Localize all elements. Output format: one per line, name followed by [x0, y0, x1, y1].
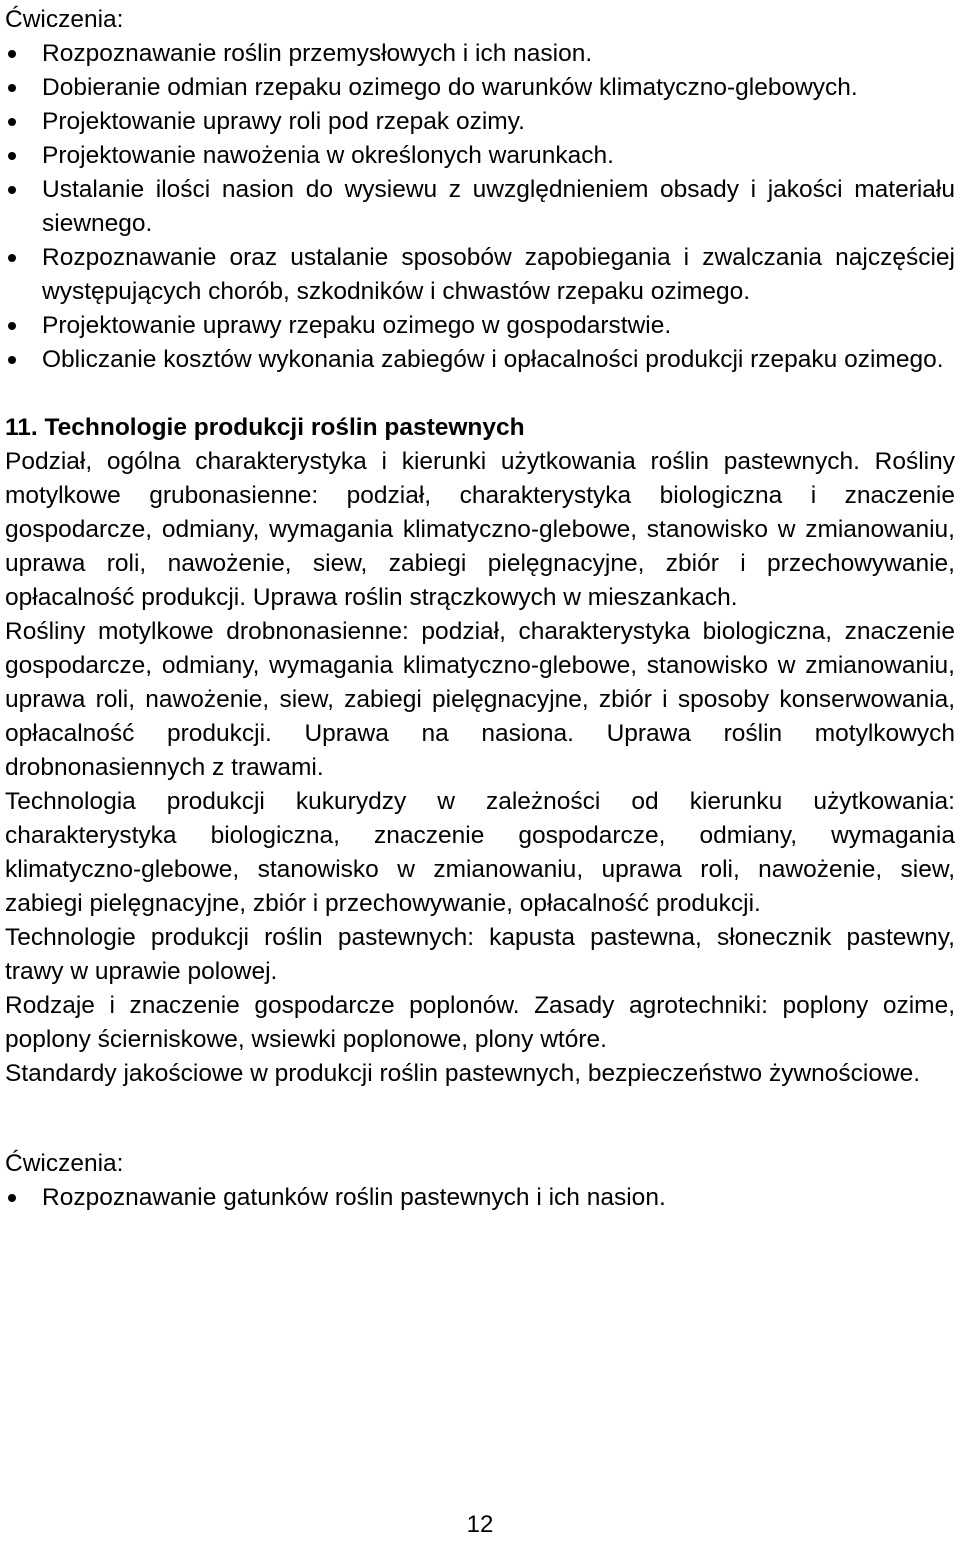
exercises-heading: Ćwiczenia:: [5, 1150, 124, 1177]
exercises-list: [5, 1181, 955, 1215]
list-item: [5, 309, 955, 343]
bullet-icon: [8, 356, 16, 364]
document-page: [5, 3, 955, 1215]
section-paragraph: Standardy jakościowe w produkcji roślin pastewnych, bezpieczeństwo żywnościowe.: [5, 1060, 921, 1087]
exercises-heading: Ćwiczenia:: [5, 6, 124, 33]
section-paragraph: Rodzaje i znaczenie gospodarcze poplonów. Zasady agrotechniki: poplony ozime, poplony ścierniskowe, wsiewki poplonowe, plony wtóre.: [5, 992, 955, 1053]
section-paragraph: Rośliny motylkowe drobnonasienne: podział, charakterystyka biologiczna, znaczenie gospodarcze, odmiany, wymagania klimatyczno-glebowe, stanowisko w zmianowaniu, uprawa roli, nawożenie, siew, zabiegi pielęgnacyjne, zbiór i sposoby konserwowania, opłacalność produkcji. Uprawa na nasiona. Uprawa roślin motylkowych drobnonasiennych z trawami.: [5, 618, 955, 781]
list-item-text: Rozpoznawanie gatunków roślin pastewnych i ich nasion.: [42, 1184, 666, 1211]
list-item: [5, 105, 955, 139]
list-item-text: Rozpoznawanie oraz ustalanie sposobów zapobiegania i zwalczania najczęściej występujących chorób, szkodników i chwastów rzepaku ozimego.: [42, 244, 955, 305]
bullet-icon: [8, 118, 16, 126]
bullet-icon: [8, 186, 16, 194]
section-paragraph: Technologie produkcji roślin pastewnych: kapusta pastewna, słonecznik pastewny, trawy w uprawie polowej.: [5, 924, 955, 985]
list-item-text: Projektowanie uprawy rzepaku ozimego w gospodarstwie.: [42, 312, 672, 339]
list-item-text: Dobieranie odmian rzepaku ozimego do warunków klimatyczno-glebowych.: [42, 74, 858, 101]
bullet-icon: [8, 1194, 16, 1202]
bullet-icon: [8, 254, 16, 262]
list-item: [5, 241, 955, 309]
list-item-text: Projektowanie uprawy roli pod rzepak ozimy.: [42, 108, 525, 135]
list-item-text: Projektowanie nawożenia w określonych warunkach.: [42, 142, 614, 169]
list-item: [5, 37, 955, 71]
list-item: [5, 173, 955, 241]
bullet-icon: [8, 152, 16, 160]
bullet-icon: [8, 50, 16, 58]
list-item: [5, 343, 955, 377]
list-item-text: Ustalanie ilości nasion do wysiewu z uwzględnieniem obsady i jakości materiału siewnego.: [42, 176, 955, 237]
section-paragraph: Technologia produkcji kukurydzy w zależności od kierunku użytkowania: charakterystyka biologiczna, znaczenie gospodarcze, odmiany, wymagania klimatyczno-glebowe, stanowisko w zmianowaniu, uprawa roli, nawożenie, siew, zabiegi pielęgnacyjne, zbiór i przechowywanie, opłacalność produkcji.: [5, 788, 955, 917]
list-item: [5, 1181, 955, 1215]
section-title: 11. Technologie produkcji roślin pastewnych: [5, 414, 525, 441]
bullet-icon: [8, 322, 16, 330]
section-paragraph: Podział, ogólna charakterystyka i kierunki użytkowania roślin pastewnych. Rośliny motylkowe grubonasienne: podział, charakterystyka biologiczna i znaczenie gospodarcze, odmiany, wymagania klimatyczno-glebowe, stanowisko w zmianowaniu, uprawa roli, nawożenie, siew, zabiegi pielęgnacyjne, zbiór i przechowywanie, opłacalność produkcji. Uprawa roślin strączkowych w mieszankach.: [5, 448, 955, 611]
bullet-icon: [8, 84, 16, 92]
list-item-text: Obliczanie kosztów wykonania zabiegów i opłacalności produkcji rzepaku ozimego.: [42, 346, 944, 373]
list-item: [5, 139, 955, 173]
page-number: 12: [466, 1511, 494, 1538]
list-item-text: Rozpoznawanie roślin przemysłowych i ich nasion.: [42, 40, 593, 67]
list-item: [5, 71, 955, 105]
exercises-list: [5, 37, 955, 377]
